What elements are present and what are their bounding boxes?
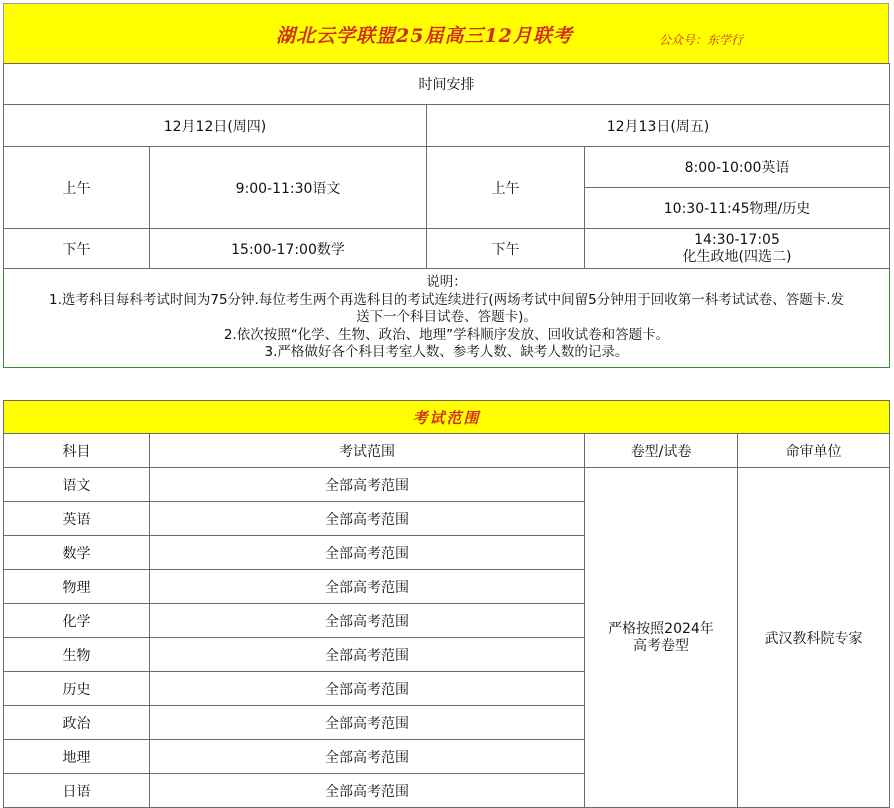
note-line-1: 1.选考科目每科考试时间为75分钟.每位考生两个再选科目的考试连续进行(两场考试中间留5分钟用于回收第一科考试试卷、答题卡.发送下一个科目试卷、答题卡)。 (49, 291, 844, 326)
day1-afternoon-label: 下午 (4, 229, 150, 269)
notes-cell (4, 269, 890, 368)
notes-heading: 说明： (426, 274, 467, 291)
exam-title: 湖北云学联盟25届高三12月联考 (276, 25, 573, 47)
day1-date: 12月12日(周四) (4, 105, 427, 147)
day2-afternoon-time: 14:30-17:05 (694, 231, 780, 248)
scope-title: 考试范围 (4, 401, 890, 434)
note-line-2: 2.依次按照“化学、生物、政治、地理”学科顺序发放、回收试卷和答题卡。 (223, 326, 670, 343)
subject-cell: 数学 (4, 536, 150, 570)
day2-morning-exam-1: 8:00-10:00英语 (585, 147, 890, 188)
header-paper: 卷型/试卷 (585, 434, 738, 468)
range-cell: 全部高考范围 (150, 502, 585, 536)
day1-morning-exam: 9:00-11:30语文 (150, 147, 427, 229)
range-cell: 全部高考范围 (150, 468, 585, 502)
day1-morning-label: 上午 (4, 147, 150, 229)
day2-afternoon-subjects: 化生政地(四选二) (682, 248, 792, 265)
header-subject: 科目 (4, 434, 150, 468)
paper-line-1: 严格按照2024年 (608, 620, 714, 637)
day1-afternoon-exam: 15:00-17:00数学 (150, 229, 427, 269)
title-banner (3, 3, 889, 64)
subject-cell: 英语 (4, 502, 150, 536)
range-cell: 全部高考范围 (150, 536, 585, 570)
subject-cell: 日语 (4, 774, 150, 808)
range-cell: 全部高考范围 (150, 740, 585, 774)
header-author: 命审单位 (738, 434, 890, 468)
day2-morning-exam-2: 10:30-11:45物理/历史 (585, 188, 890, 229)
day2-date: 12月13日(周五) (427, 105, 890, 147)
subject-cell: 化学 (4, 604, 150, 638)
paper-line-2: 高考卷型 (633, 637, 689, 654)
schedule-title: 时间安排 (4, 64, 890, 105)
day2-morning-label: 上午 (427, 147, 585, 229)
subject-cell: 生物 (4, 638, 150, 672)
range-cell: 全部高考范围 (150, 638, 585, 672)
author-cell: 武汉教科院专家 (738, 468, 890, 808)
day2-afternoon-exam (585, 229, 890, 269)
subject-cell: 语文 (4, 468, 150, 502)
subject-cell: 物理 (4, 570, 150, 604)
subject-cell: 地理 (4, 740, 150, 774)
range-cell: 全部高考范围 (150, 604, 585, 638)
header-range: 考试范围 (150, 434, 585, 468)
subject-cell: 政治 (4, 706, 150, 740)
day2-afternoon-label: 下午 (427, 229, 585, 269)
subject-cell: 历史 (4, 672, 150, 706)
paper-cell (585, 468, 738, 808)
range-cell: 全部高考范围 (150, 672, 585, 706)
scope-table (3, 400, 890, 808)
note-line-3: 3.严格做好各个科目考室人数、参考人数、缺考人数的记录。 (264, 344, 629, 361)
range-cell: 全部高考范围 (150, 570, 585, 604)
schedule-table (3, 63, 890, 368)
range-cell: 全部高考范围 (150, 774, 585, 808)
range-cell: 全部高考范围 (150, 706, 585, 740)
account-credit: 公众号：东学行 (659, 33, 744, 47)
